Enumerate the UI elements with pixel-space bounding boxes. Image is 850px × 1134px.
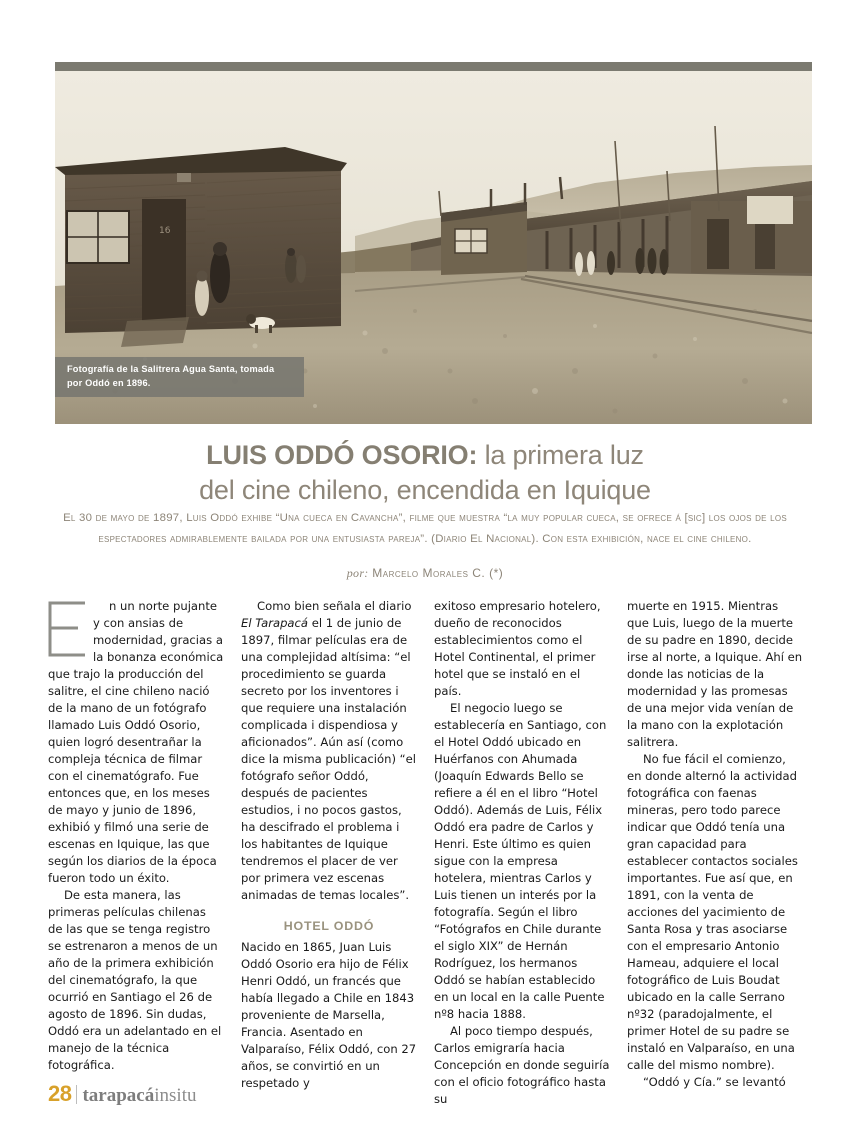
page-number: 28 (48, 1081, 72, 1106)
drop-cap-outline (48, 601, 87, 657)
footer-divider (76, 1085, 77, 1104)
newspaper-title: El Tarapacá (241, 615, 309, 630)
paragraph: Al poco tiempo después, Carlos emigraría hacia Concepción en donde seguiría con el oficio fotográfico hasta su (434, 1023, 610, 1106)
paragraph: muerte en 1915. Mientras que Luis, luego de la muerte de su padre en 1890, decide irse al norte, a Iquique. Ahí en donde las noticias de la modernidad y las promesas de una mejor vida venían de la mano con la explotación salitrera. (627, 599, 803, 749)
headline-light-2: del cine chileno, encendida en Iquique (199, 474, 651, 505)
paragraph: De esta manera, las primeras películas chilenas de las que se tenga registro se estrenaron a menos de un año de la primera exhibición del cinematógrafo, la que ocurrió en Santiago el 26 de agosto de 1896. Sin dudas, Oddó era un adelantado en el manejo de la técnica fotográfica. (48, 887, 222, 1072)
photo-top-band (55, 62, 812, 71)
text-column-3 (434, 598, 610, 1106)
byline-prefix: por: (346, 566, 369, 580)
text-column-2 (241, 598, 417, 1090)
article-photo-figure (55, 62, 812, 424)
byline (0, 566, 850, 581)
paragraph-rest: el 1 de junio de 1897, filmar películas era de una complejidad altísima: “el procedimiento se guarda secreto por los inventores i que requiere una instalación complicada i dispendiosa y aficionados”. Aún así (como dice la misma publicación) “el fotógrafo señor Oddó, después de pacientes estudios, i no pocos gastos, ha descifrado el problema i los habitantes de Iquique tendremos el placer de ver por primera vez escenas animadas de temas locales”. (241, 615, 417, 902)
photo-caption: Fotografía de la Salitrera Agua Santa, tomada por Oddó en 1896. (55, 357, 304, 397)
byline-author: Marcelo Morales C. (*) (372, 566, 504, 580)
headline-bold: LUIS ODDÓ OSORIO: (206, 440, 478, 470)
paragraph: Nacido en 1865, Juan Luis Oddó Osorio era hijo de Félix Henri Oddó, un francés que había llegado a Chile en 1843 proveniente de Marsella, Francia. Asentado en Valparaíso, Félix Oddó, con 27 años, se convirtió en un respetado y (241, 939, 417, 1090)
drop-cap-e-icon (48, 601, 87, 657)
paragraph: No fue fácil el comienzo, en donde alternó la actividad fotográfica con faenas mineras, pero todo parece indicar que Oddó tenía una gran capacidad para establecer contactos sociales importantes. Fue así que, en 1891, con la venta de acciones del yacimiento de Santa Rosa y tras asociarse con el empresario Antonio Hameau, adquiere el local fotográfico de Luis Boudat ubicado en la calle Serrano nº32 (paradojalmente, el primer Hotel de su padre se instaló en Valparaíso, en una calle del mismo nombre). (627, 751, 798, 1072)
article-lead-paragraph: El 30 de mayo de 1897, Luis Oddó exhibe “Una cueca en Cavancha”, filme que muestra “la muy popular cueca, se ofrece á [sic] los ojos de los espectadores admirablemente bailada por una entusiasta pareja”. (Diario El Nacional). Con esta exhibición, nace el cine chileno. (63, 512, 787, 546)
paragraph: El negocio luego se establecería en Santiago, con el Hotel Oddó ubicado en Huérfanos con Ahumada (Joaquín Edwards Bello se refiere a él en el libro “Hotel Oddó). Además de Luis, Félix Oddó era padre de Carlos y Henri. Este último es quien sigue con la empresa hotelera, mientras Carlos y Luis tienen un interés por la fotografía. Según el libro “Fotógrafos en Chile durante el siglo XIX” de Hernán Rodríguez, los hermanos Oddó se habían establecido en un local en la calle Puente nº8 hacia 1888. (434, 700, 607, 1021)
paragraph-intro: Como bien señala el diario (257, 599, 412, 613)
text-column-1 (48, 598, 224, 1072)
paragraph (241, 598, 417, 904)
masthead-bold: tarapacá (82, 1085, 155, 1106)
page-title (0, 438, 850, 507)
paragraph: exitoso empresario hotelero, dueño de reconocidos establecimientos como el Hotel Continental, el primer hotel que se instaló en el país. (434, 599, 601, 698)
section-heading-hotel-oddo: HOTEL ODDÓ (283, 918, 375, 933)
paragraph: “Oddó y Cía.” se levantó (643, 1074, 786, 1089)
headline-light-1: la primera luz (477, 440, 644, 470)
masthead-footer (82, 1085, 196, 1107)
article-title-block (0, 438, 850, 507)
masthead-light: insitu (154, 1085, 197, 1106)
text-column-4 (627, 598, 803, 1089)
svg-text:16: 16 (159, 226, 171, 236)
paragraph: n un norte pujante y con ansias de modernidad, gracias a la bonanza económica que trajo la producción del salitre, el cine chileno nació de la mano de un fotógrafo llamado Luis Oddó Osorio, quien logró desentrañar la compleja técnica de filmar con el cinematógrafo. Fue entonces que, en los meses de mayo y junio de 1896, exhibió y filmó una serie de escenas en Iquique, las que según los diarios de la época fueron todo un éxito. (48, 599, 224, 885)
page-footer (48, 1081, 196, 1107)
